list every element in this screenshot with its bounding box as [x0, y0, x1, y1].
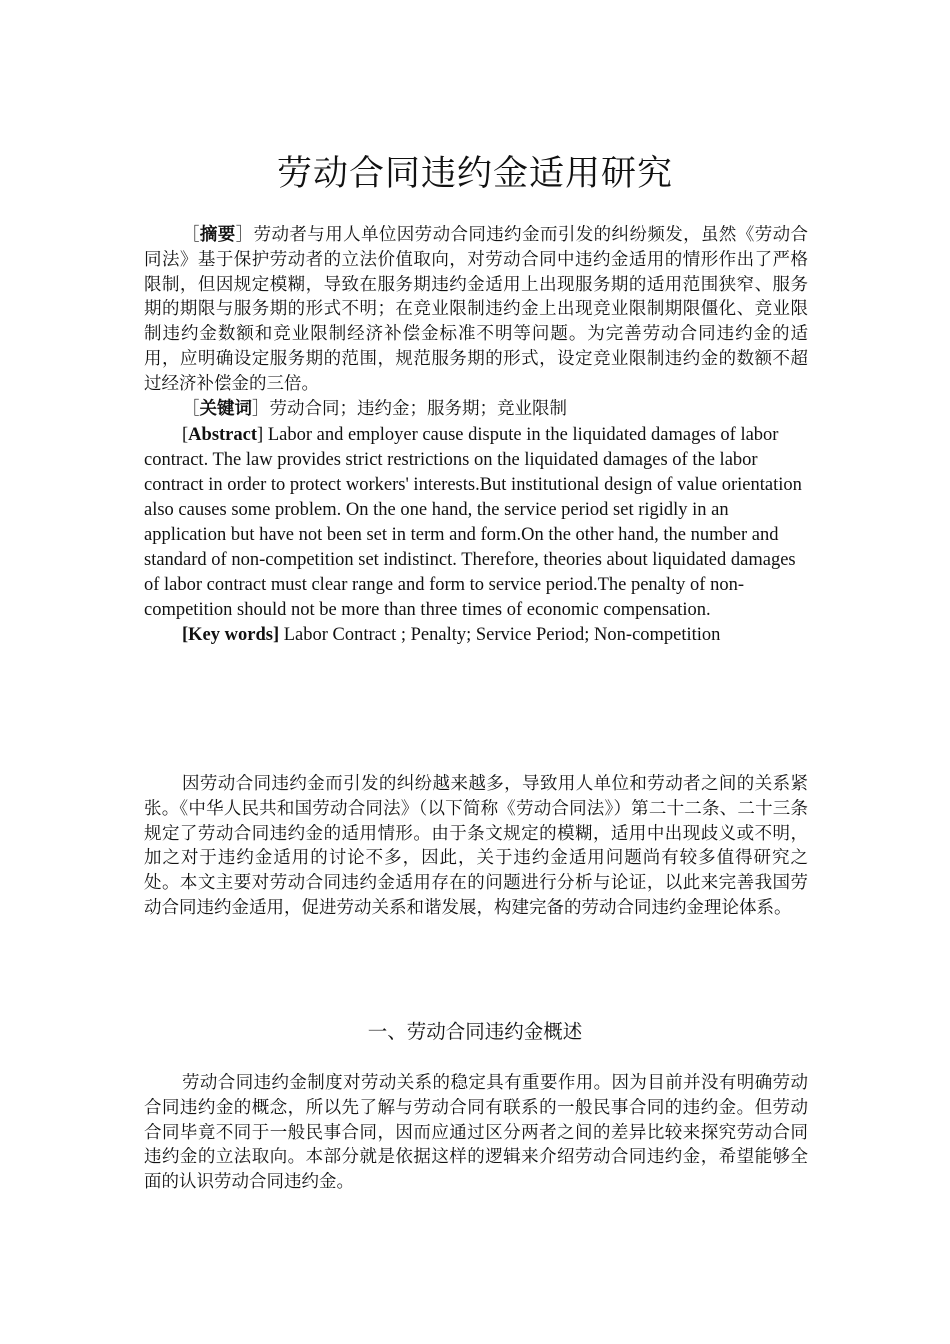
abstract-cn-text: 劳动者与用人单位因劳动合同违约金而引发的纠纷频发，虽然《劳动合同法》基于保护劳动者的立法价值取向，对劳动合同中违约金适用的情形作出了严格限制，但因规定模糊，导致在服务期违约金适用上出现服务期的适用范围狭窄、服务期的期限与服务期的形式不明；在竞业限制违约金上出现竞业限制期限僵化、竞业限制违约金数额和竞业限制经济补偿金标准不明等问题。为完善劳动合同违约金的适用，应明确设定服务期的范围，规范服务期的形式，设定竞业限制违约金的数额不超过经济补偿金的三倍。: [144, 225, 809, 394]
keywords-en-text: Labor Contract ; Penalty; Service Period; Non-competition: [283, 625, 721, 645]
keywords-cn-label: 关键词: [199, 398, 252, 419]
intro-paragraph: 因劳动合同违约金而引发的纠纷越来越多，导致用人单位和劳动者之间的关系紧张。《中华人民共和国劳动合同法》（以下简称《劳动合同法》）第二十二条、二十三条规定了劳动合同违约金的适用情形。由于条文规定的模糊，适用中出现歧义或不明，加之对于违约金适用的讨论不多，因此，关于违约金适用问题尚有较多值得研究之处。本文主要对劳动合同违约金适用存在的问题进行分析与论证，以此来完善我国劳动合同违约金适用，促进劳动关系和谐发展，构建完备的劳动合同违约金理论体系。: [144, 774, 808, 918]
keywords-cn: ［关键词］劳动合同；违约金；服务期；竞业限制: [182, 398, 567, 419]
abstract-en: [Abstract] Labor and employer cause dispute in the liquidated damages of labor contract. The law provides strict restrictions on the liquidated damages of the labor contract in order to protect workers' interests.But institutional design of value orientation also causes some problem. On the one hand, the service period set rigidly in an application but have not been set in term and form.On the other hand, the number and standard of non-competition set indistinct. Therefore, theories about liquidated damages of labor contract must clear range and form to service period.The penalty of non-competition should not be more than three times of economic compensation. [Key words] Labor Contract ; Penalty; Service Period; Non-competition: [144, 423, 810, 648]
abstract-en-label: Abstract: [188, 425, 258, 445]
abstract-en-text: Labor and employer cause dispute in the liquidated damages of labor contract. The law provides strict restrictions on the liquidated damages of the labor contract in order to protect workers' interests.But institutional design of value orientation also causes some problem. On the one hand, the service period set rigidly in an application but have not been set in term and form.On the other hand, the number and standard of non-competition set indistinct. Therefore, theories about liquidated damages of labor contract must clear range and form to service period.The penalty of non-competition should not be more than three times of economic compensation.: [144, 425, 802, 620]
abstract-cn-label: 摘要: [199, 225, 236, 245]
keywords-en: [144, 623, 810, 648]
abstract-cn: ［摘要］劳动者与用人单位因劳动合同违约金而引发的纠纷频发，虽然《劳动合同法》基于保护劳动者的立法价值取向，对劳动合同中违约金适用的情形作出了严格限制，但因规定模糊，导致在服务期违约金适用上出现服务期的适用范围狭窄、服务期的期限与服务期的形式不明；在竞业限制违约金上出现竞业限制期限僵化、竞业限制违约金数额和竞业限制经济补偿金标准不明等问题。为完善劳动合同违约金的适用，应明确设定服务期的范围，规范服务期的形式，设定竞业限制违约金的数额不超过经济补偿金的三倍。 ［关键词］劳动合同；违约金；服务期；竞业限制: [144, 223, 808, 421]
paper-title: 劳动合同违约金适用研究: [276, 154, 673, 194]
keywords-en-label: [Key words]: [182, 625, 280, 645]
section-1-heading: 一、劳动合同违约金概述: [367, 1020, 583, 1043]
keywords-cn-text: 劳动合同；违约金；服务期；竞业限制: [269, 398, 567, 419]
section-1-paragraph: 劳动合同违约金制度对劳动关系的稳定具有重要作用。因为目前并没有明确劳动合同违约金的概念，所以先了解与劳动合同有联系的一般民事合同的违约金。但劳动合同毕竟不同于一般民事合同，因而应通过区分两者之间的差异比较来探究劳动合同违约金的立法取向。本部分就是依据这样的逻辑来介绍劳动合同违约金，希望能够全面的认识劳动合同违约金。: [144, 1073, 808, 1193]
